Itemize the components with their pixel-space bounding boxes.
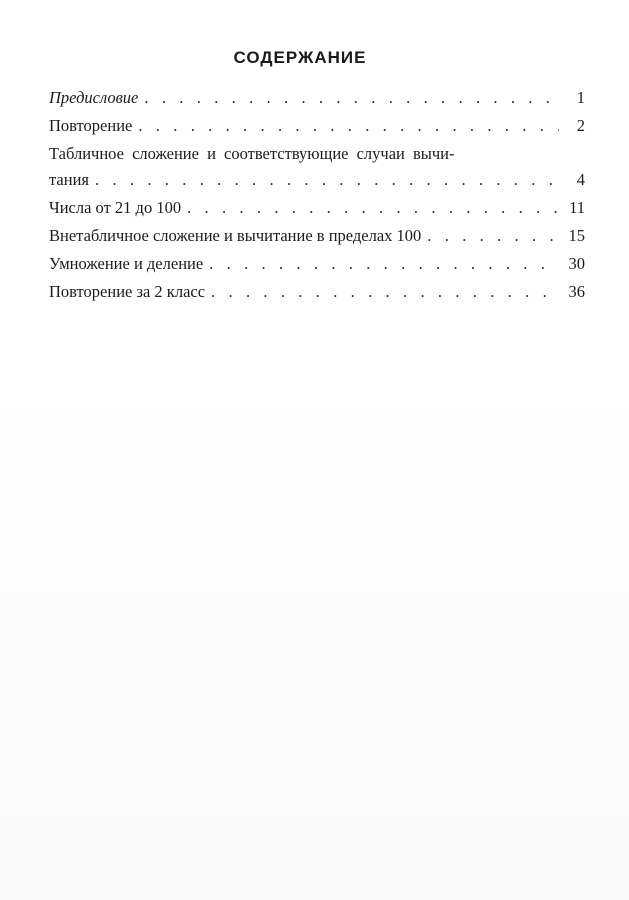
toc-entry-table-addition[interactable] (49, 144, 585, 190)
toc-page-number: 15 (568, 226, 585, 245)
toc-page-number: 36 (568, 282, 585, 301)
toc-page-number: 11 (569, 198, 585, 217)
toc-entry-preface[interactable] (49, 88, 585, 108)
toc-entry-label: Повторение (49, 116, 133, 135)
toc-entry-label-line2: тания (49, 170, 89, 189)
dot-leader (427, 226, 559, 246)
toc-entry-second-line (49, 170, 585, 190)
table-of-contents (49, 88, 585, 310)
dot-leader (187, 198, 559, 218)
toc-entry-extra-table-addition[interactable] (49, 226, 585, 246)
toc-entry-review[interactable] (49, 116, 585, 136)
page-title: СОДЕРЖАНИЕ (233, 48, 367, 67)
dot-leader (144, 88, 559, 108)
toc-entry-numbers-21-100[interactable] (49, 198, 585, 218)
toc-page-number: 30 (568, 254, 585, 273)
dot-leader (95, 170, 559, 190)
toc-entry-label: Внетабличное сложение и вычитание в пределах 100 (49, 226, 422, 245)
toc-entry-label: Предисловие (49, 88, 139, 107)
toc-entry-grade-review[interactable] (49, 282, 585, 302)
toc-page-number: 2 (576, 116, 585, 135)
toc-entry-label: Числа от 21 до 100 (49, 198, 182, 217)
toc-page-number: 1 (576, 88, 585, 107)
dot-leader (209, 254, 559, 274)
dot-leader (211, 282, 559, 302)
toc-entry-label-line1: Табличное сложение и соответствующие случаи вычи- (49, 144, 455, 163)
toc-page-number: 4 (576, 170, 585, 189)
dot-leader (138, 116, 559, 136)
toc-entry-label: Умножение и деление (49, 254, 204, 273)
toc-entry-label: Повторение за 2 класс (49, 282, 206, 301)
toc-entry-multiplication[interactable] (49, 254, 585, 274)
